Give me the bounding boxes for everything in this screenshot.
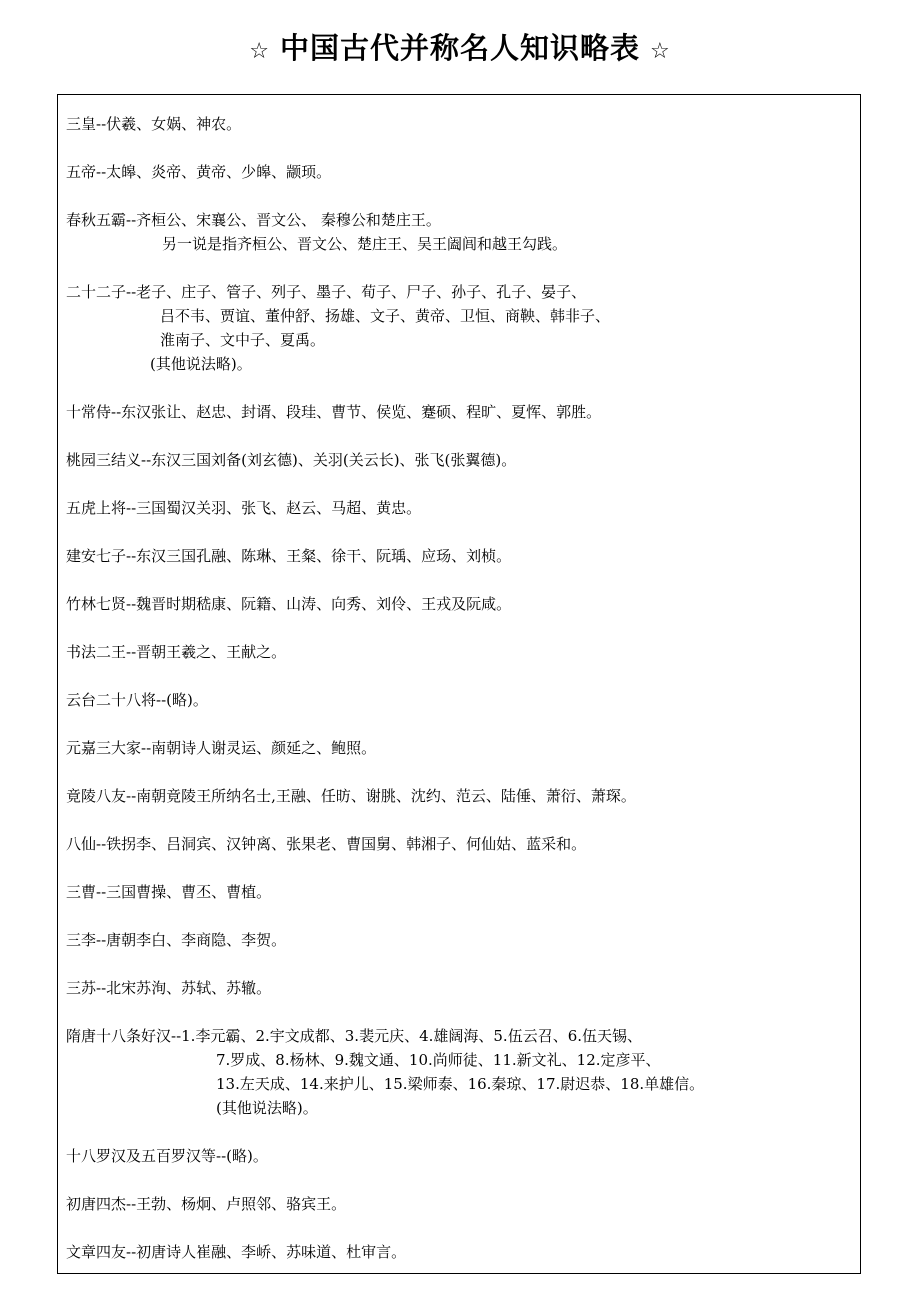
list-item [66,544,856,568]
entry-line: 五帝--太皞、炎帝、黄帝、少皞、颛顼。 [66,163,332,181]
entry-line: 云台二十八将--(略)。 [66,691,208,709]
list-item [66,736,856,760]
page-title-text: 中国古代并称名人知识略表 [279,31,640,65]
entry-line: 三皇--伏羲、女娲、神农。 [66,115,242,133]
list-item [66,208,856,256]
entry-line: 淮南子、文中子、夏禹。 [160,331,326,349]
entry-line: 八仙--铁拐李、吕洞宾、汉钟离、张果老、曹国舅、韩湘子、何仙姑、蓝采和。 [66,835,587,853]
entry-line: 五虎上将--三国蜀汉关羽、张飞、赵云、马超、黄忠。 [66,499,422,517]
entry-line: 春秋五霸--齐桓公、宋襄公、晋文公、 秦穆公和楚庄王。 [66,211,441,229]
list-item [66,1024,856,1120]
entry-line: 十八罗汉及五百罗汉等--(略)。 [66,1147,268,1165]
entry-line: 竟陵八友--南朝竟陵王所纳名士,王融、任昉、谢朓、沈约、范云、陆倕、萧衍、萧琛。 [66,787,636,805]
entry-line: 十常侍--东汉张让、赵忠、封谞、段珪、曹节、侯览、蹇硕、程旷、夏恽、郭胜。 [66,403,602,421]
list-item [66,880,856,904]
list-item [66,496,856,520]
star-left-icon: ☆ [249,39,270,64]
list-item [66,688,856,712]
entry-line: 元嘉三大家--南朝诗人谢灵运、颜延之、鲍照。 [66,739,377,757]
entry-line: (其他说法略)。 [150,355,252,373]
list-item [66,592,856,616]
entry-line: 三曹--三国曹操、曹丕、曹植。 [66,883,272,901]
list-item [66,1192,856,1216]
list-item [66,1144,856,1168]
list-item [66,400,856,424]
list-item [66,280,856,376]
entry-line: 三李--唐朝李白、李商隐、李贺。 [66,931,287,949]
entry-line: (其他说法略)。 [216,1099,318,1117]
page-title [0,28,920,72]
entry-line: 桃园三结义--东汉三国刘备(刘玄德)、关羽(关云长)、张飞(张翼德)。 [66,451,517,469]
entry-line: 13.左天成、14.来护儿、15.梁师泰、16.秦琼、17.尉迟恭、18.单雄信。 [216,1075,705,1093]
entry-line: 书法二王--晋朝王羲之、王献之。 [66,643,287,661]
entry-line: 二十二子--老子、庄子、管子、列子、墨子、荀子、尸子、孙子、孔子、晏子、 [66,283,587,301]
list-item [66,1240,856,1264]
list-item [66,784,856,808]
list-item [66,976,856,1000]
list-item [66,832,856,856]
list-item [66,928,856,952]
entry-line: 隋唐十八条好汉--1.李元霸、2.宇文成都、3.裴元庆、4.雄阔海、5.伍云召、6.伍天锡、 [66,1027,643,1045]
list-item [66,160,856,184]
entry-line: 竹林七贤--魏晋时期嵇康、阮籍、山涛、向秀、刘伶、王戎及阮咸。 [66,595,512,613]
entry-line: 三苏--北宋苏洵、苏轼、苏辙。 [66,979,272,997]
entry-line: 吕不韦、贾谊、董仲舒、扬雄、文子、黄帝、卫恒、商鞅、韩非子、 [160,307,611,325]
entry-line: 建安七子--东汉三国孔融、陈琳、王粲、徐干、阮瑀、应玚、刘桢。 [66,547,512,565]
star-right-icon: ☆ [650,39,671,64]
entry-line: 初唐四杰--王勃、杨炯、卢照邻、骆宾王。 [66,1195,347,1213]
entry-line: 7.罗成、8.杨林、9.魏文通、10.尚师徒、11.新文礼、12.定彦平、 [216,1051,661,1069]
list-item [66,640,856,664]
list-item [66,112,856,136]
entry-list [66,112,856,1288]
list-item [66,448,856,472]
entry-line: 另一说是指齐桓公、晋文公、楚庄王、吴王阖闾和越王勾践。 [162,235,568,253]
entry-line: 文章四友--初唐诗人崔融、李峤、苏味道、杜审言。 [66,1243,407,1261]
